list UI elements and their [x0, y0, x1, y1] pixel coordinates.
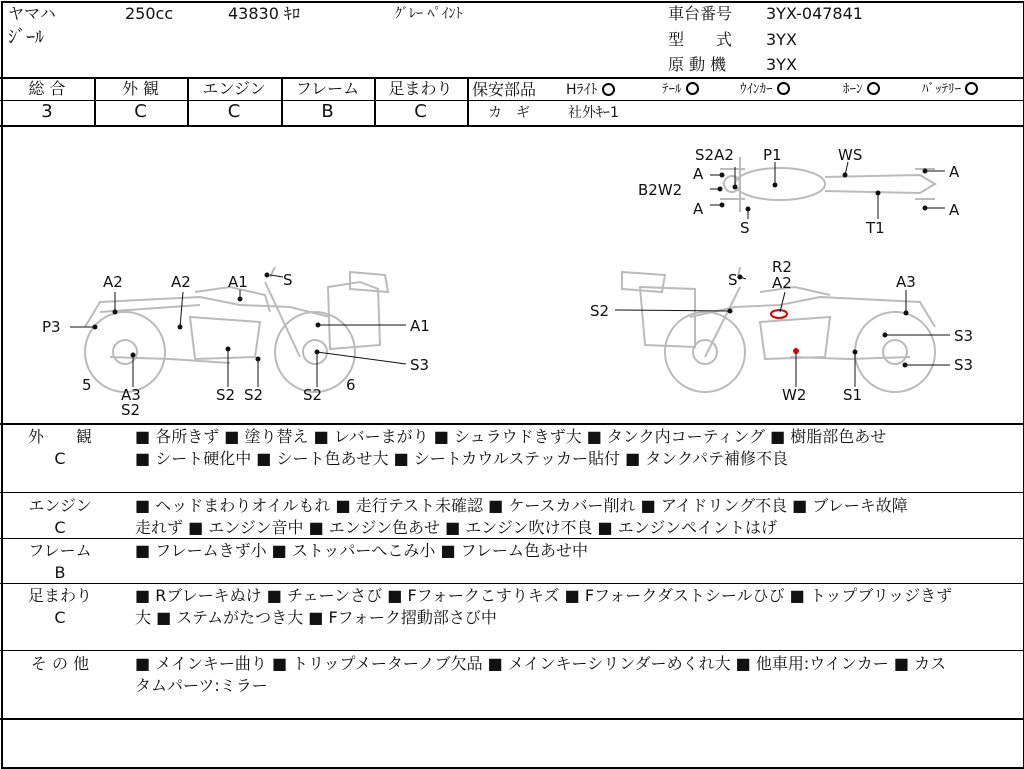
diagram-label: R2 [772, 258, 792, 276]
diagram-label: WS [838, 146, 863, 164]
diagram-label: A3 [896, 273, 916, 291]
section-engine-text: ■ ヘッドまわりオイルもれ ■ 走行テスト未確認 ■ ケースカバー削れ ■ アイドリング不良 ■ ブレーキ故障 走れず ■ エンジン音中 ■ エンジン色あせ ■ エンジン吹け不良 ■ エンジンペイントはげ [135, 496, 908, 537]
diagram-label: A [949, 201, 960, 219]
safety-label: 保安部品 [472, 80, 537, 99]
section-frame-grade: B [54, 563, 66, 582]
diagram-label: S [740, 219, 750, 237]
diagram-label: A [949, 163, 960, 181]
diagram-label: S3 [954, 356, 974, 374]
grade-frame-value: B [321, 101, 334, 122]
diagram-label: S3 [954, 327, 974, 345]
key-value: 社外ｷｰ1 [568, 105, 619, 121]
diagram-label: S2 [244, 386, 264, 404]
diagram-label: S [283, 271, 293, 289]
diagram-label: P3 [42, 318, 61, 336]
grade-suspension-label: 足まわり [388, 79, 453, 98]
section-exterior-grade: C [54, 449, 66, 468]
section-engine-grade: C [54, 518, 66, 537]
section-other-text: ■ メインキー曲り ■ トリップメーターノブ欠品 ■ メインキーシリンダーめくれ大 ■ 他車用:ウインカー ■ カス タムパーツ:ミラー [135, 654, 947, 695]
diagram-label: S2 [216, 386, 236, 404]
diagram-labels [42, 146, 973, 419]
divider [0, 650, 1024, 651]
diagram-label: A2 [103, 273, 123, 291]
ok-mark-icon [965, 82, 978, 95]
safety-item-tail: ﾃｰﾙ [662, 80, 699, 100]
section-exterior-label: 外 観 [27, 427, 92, 446]
diagram-label: S2 [590, 302, 610, 320]
divider [467, 77, 469, 125]
color: ｸﾞﾚｰ ﾍﾟｲﾝﾄ [395, 6, 463, 22]
diagram-label: S2 [121, 401, 141, 419]
grade-engine-value: C [227, 101, 241, 122]
divider [0, 538, 1024, 539]
grade-suspension-value: C [414, 101, 427, 122]
ok-mark-icon [777, 82, 790, 95]
section-frame-text: ■ フレームきず小 ■ ストッパーへこみ小 ■ フレーム色あせ中 [135, 541, 589, 560]
leader-lines [70, 162, 950, 387]
frame-no: 3YX-047841 [766, 4, 863, 23]
maker: ヤマハ [8, 4, 56, 23]
diagram-label: A [693, 165, 704, 183]
grade-exterior-value: C [134, 101, 147, 122]
safety-item-battery: ﾊﾞｯﾃﾘｰ [922, 80, 978, 100]
safety-item-winker: ｳｲﾝｶｰ [740, 80, 790, 100]
ok-mark-icon [867, 82, 880, 95]
diagram-label: A2 [171, 273, 191, 291]
divider [0, 583, 1024, 584]
grade-exterior-label: 外 観 [121, 79, 160, 98]
diagram-label: 5 [82, 376, 92, 394]
key-label: カ ギ [488, 105, 530, 121]
damage-mark-icon [771, 310, 787, 318]
divider [0, 492, 1024, 493]
section-frame-label: フレーム [28, 541, 92, 560]
diagram-label: S [728, 271, 738, 289]
divider [0, 423, 1024, 425]
grade-engine-label: エンジン [202, 79, 266, 98]
grade-frame-label: フレーム [295, 79, 360, 98]
diagram-label: P1 [763, 146, 782, 164]
displacement: 250cc [125, 4, 174, 23]
diagram-label: 6 [346, 376, 356, 394]
safety-item-horn: ﾎｰﾝ [843, 80, 880, 100]
divider [0, 100, 1024, 101]
section-other-label: そ の 他 [30, 654, 90, 673]
diagram-label: W2 [782, 386, 807, 404]
diagram-label: A3 [121, 386, 141, 404]
type-value: 3YX [766, 30, 797, 49]
diagram-label: A1 [410, 317, 430, 335]
diagram-label: T1 [866, 219, 885, 237]
engine-value: 3YX [766, 55, 797, 74]
section-suspension-grade: C [54, 608, 66, 627]
diagram-label: A [693, 200, 704, 218]
section-exterior-text: ■ 各所きず ■ 塗り替え ■ レバーまがり ■ シュラウドきず大 ■ タンク内コーティング ■ 樹脂部色あせ ■ シート硬化中 ■ シート色あせ大 ■ シートカウルステッカー貼付 ■ タンクパテ補修不良 [135, 427, 887, 468]
section-suspension-text: ■ Rブレーキぬけ ■ チェーンさび ■ Fフォークこすりキズ ■ Fフォークダストシールひび ■ トップブリッジきず 大 ■ ステムがたつき大 ■ Fフォーク摺動部さび中 [135, 586, 953, 627]
ok-mark-icon [686, 82, 699, 95]
damage-diagram [0, 127, 1024, 423]
diagram-label: S2 [303, 386, 323, 404]
section-engine-label: エンジン [28, 496, 92, 515]
frame-no-label: 車台番号 [668, 4, 733, 23]
safety-item-headlight: Hﾗｲﾄ [566, 80, 615, 100]
diagram-label: A1 [228, 273, 248, 291]
grade-total-label: 総 合 [28, 79, 66, 98]
motorcycle-top-view-icon [720, 157, 935, 212]
section-suspension-label: 足まわり [27, 586, 92, 605]
engine-label: 原 動 機 [668, 55, 727, 74]
ok-mark-icon [602, 83, 615, 96]
diagram-label: S2A2 [695, 146, 734, 164]
diagram-label: B2W2 [638, 181, 683, 199]
divider [0, 718, 1024, 720]
diagram-label: S3 [410, 356, 430, 374]
mileage: 43830 ｷﾛ [228, 4, 300, 23]
type-label: 型 式 [668, 30, 733, 49]
model-name: ｼﾞｰﾙ [8, 27, 44, 48]
grade-total-value: 3 [41, 101, 53, 122]
diagram-label: S1 [843, 386, 863, 404]
diagram-label: A2 [772, 274, 792, 292]
